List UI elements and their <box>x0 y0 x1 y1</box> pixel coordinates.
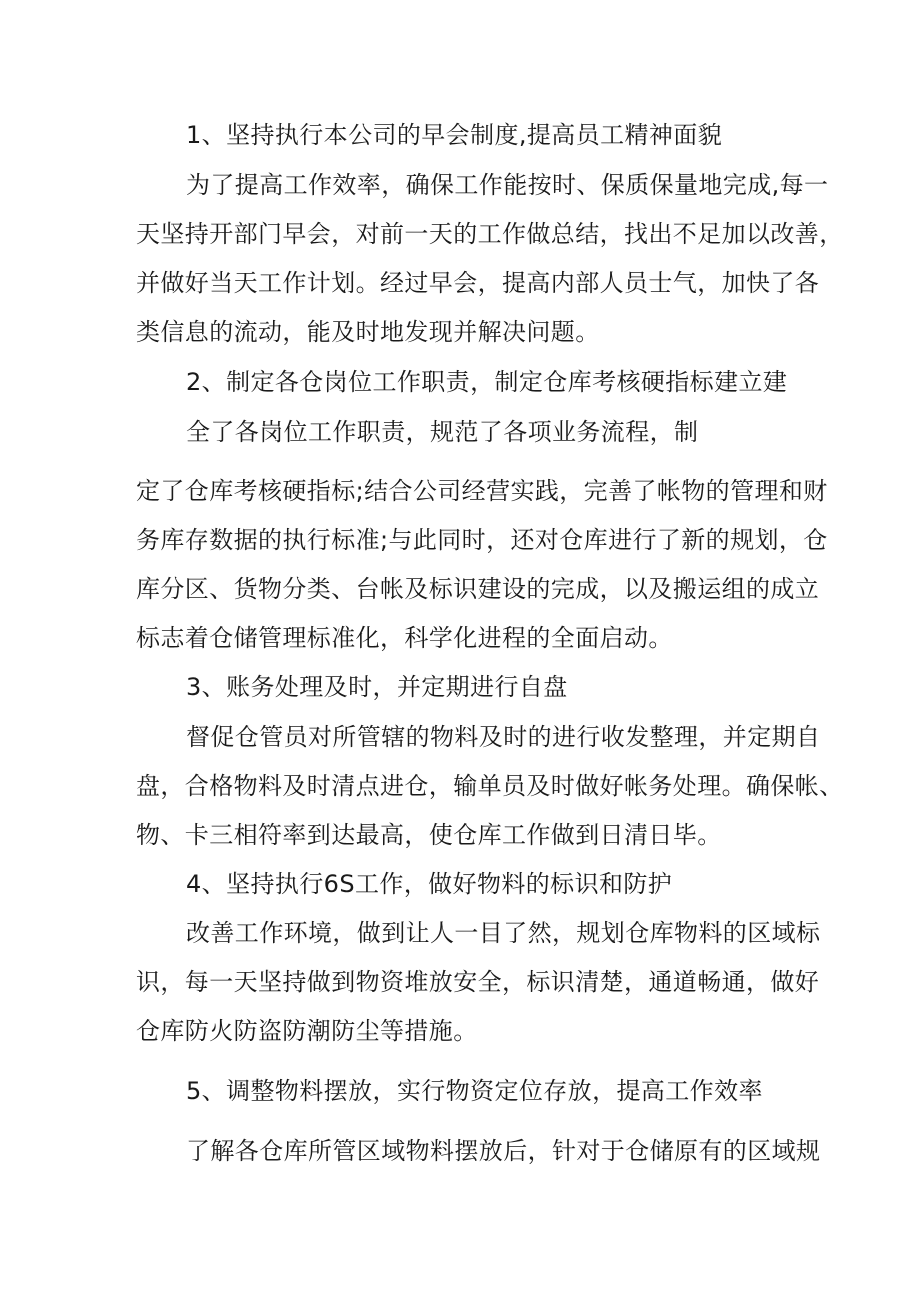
section-4-heading: 4、坚持执行6S工作，做好物料的标识和防护 <box>186 870 673 898</box>
section-2-heading: 2、制定各仓岗位工作职责，制定仓库考核硬指标建立建 <box>186 368 788 396</box>
section-1-line-3: 并做好当天工作计划。经过早会，提高内部人员士气，加快了各 <box>136 269 820 297</box>
section-5-heading: 5、调整物料摆放，实行物资定位存放，提高工作效率 <box>186 1077 763 1105</box>
section-4-line-1: 改善工作环境，做到让人一目了然，规划仓库物料的区域标 <box>186 919 821 947</box>
section-3-heading: 3、账务处理及时，并定期进行自盘 <box>186 673 568 701</box>
section-4-line-2: 识，每一天坚持做到物资堆放安全，标识清楚，通道畅通，做好 <box>136 968 820 996</box>
section-1-line-2: 天坚持开部门早会，对前一天的工作做总结，找出不足加以改善， <box>136 220 844 248</box>
section-2-line-2: 定了仓库考核硬指标;结合公司经营实践，完善了帐物的管理和财 <box>136 477 828 505</box>
section-3-line-2: 盘，合格物料及时清点进仓，输单员及时做好帐务处理。确保帐、 <box>136 772 844 800</box>
section-4-line-3: 仓库防火防盗防潮防尘等措施。 <box>136 1017 478 1045</box>
section-2-line-1: 全了各岗位工作职责，规范了各项业务流程，制 <box>186 418 699 446</box>
section-2-line-4: 库分区、货物分类、台帐及标识建设的完成，以及搬运组的成立 <box>136 575 820 603</box>
section-3-line-1: 督促仓管员对所管辖的物料及时的进行收发整理，并定期自 <box>186 723 821 751</box>
section-1-line-4: 类信息的流动，能及时地发现并解决问题。 <box>136 318 600 346</box>
section-5-line-1: 了解各仓库所管区域物料摆放后，针对于仓储原有的区域规 <box>186 1137 821 1165</box>
section-2-line-3: 务库存数据的执行标准;与此同时，还对仓库进行了新的规划，仓 <box>136 526 828 554</box>
section-2-line-5: 标志着仓储管理标准化，科学化进程的全面启动。 <box>136 624 673 652</box>
section-1-line-1: 为了提高工作效率，确保工作能按时、保质保量地完成,每一 <box>186 171 829 199</box>
section-3-line-3: 物、卡三相符率到达最高，使仓库工作做到日清日毕。 <box>136 821 722 849</box>
section-1-heading: 1、坚持执行本公司的早会制度,提高员工精神面貌 <box>186 121 723 149</box>
